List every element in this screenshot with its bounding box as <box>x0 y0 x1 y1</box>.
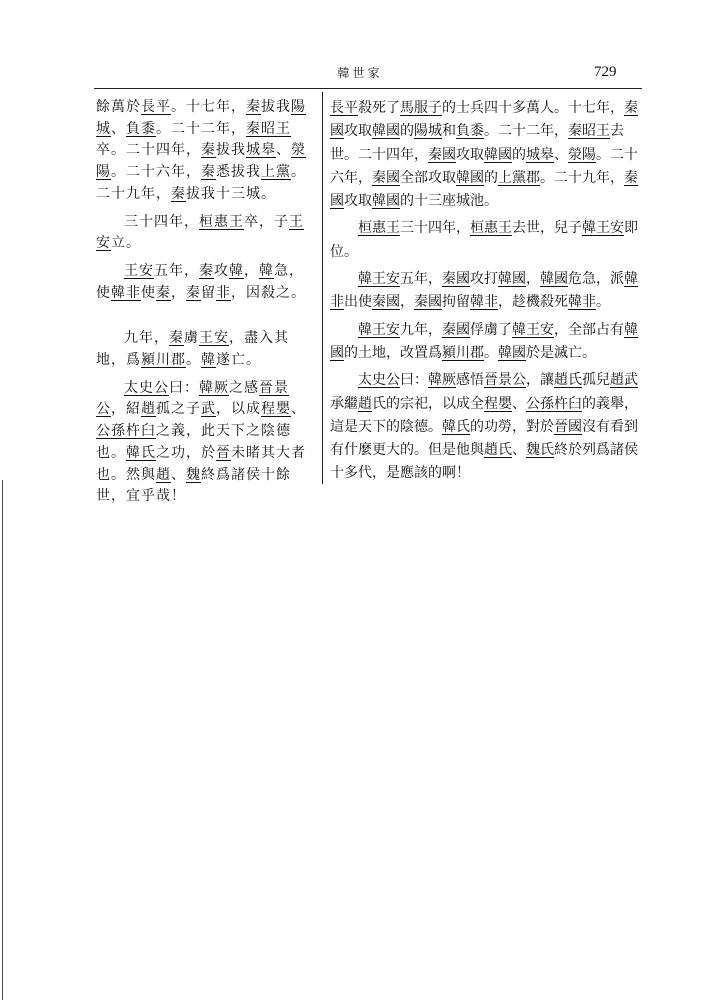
text-run: 拔我十三城。 <box>186 185 276 202</box>
text-run: 、 <box>111 120 126 137</box>
text-run: 。二十二年， <box>484 123 568 140</box>
proper-noun: 秦 <box>199 262 214 279</box>
original-paragraph <box>96 328 312 371</box>
proper-noun: 韓國 <box>330 321 638 361</box>
proper-noun: 桓惠王 <box>470 220 512 237</box>
text-run: 、 <box>512 395 526 412</box>
text-run: 。 <box>186 352 201 369</box>
text-run: 卒。二十四年， <box>96 142 201 159</box>
proper-noun: 韓非 <box>470 294 498 311</box>
proper-noun: 韓厥 <box>199 379 229 396</box>
text-run: 。 <box>596 294 610 311</box>
proper-noun: 秦國 <box>330 169 638 210</box>
proper-noun: 秦國 <box>414 294 442 311</box>
text-run: 殺死了 <box>358 100 400 116</box>
original-paragraph <box>96 212 312 255</box>
text-run: 未睹其大者也。然與 <box>96 444 306 483</box>
text-run: 。二十九年， <box>96 164 306 202</box>
text-run: 五年， <box>154 262 199 279</box>
text-run: 、 <box>171 466 186 483</box>
proper-noun: 韓非 <box>111 284 141 301</box>
text-run: 去世。二十四年， <box>330 123 624 163</box>
proper-noun: 韓國 <box>484 146 512 163</box>
proper-noun: 秦國 <box>372 294 400 311</box>
text-run: 曰： <box>169 379 199 396</box>
text-run: ，盡入其地，爲 <box>96 330 289 369</box>
text-run: 遂亡。 <box>216 352 261 369</box>
proper-noun: 晉國 <box>554 418 582 435</box>
text-run: 拘留 <box>442 294 470 311</box>
text-run: 。十七年， <box>171 99 246 115</box>
proper-noun: 王安 <box>199 330 229 347</box>
proper-noun: 潁川郡 <box>141 352 186 369</box>
proper-noun: 負黍 <box>126 120 156 137</box>
proper-noun: 秦國 <box>330 100 638 140</box>
page-number: 729 <box>594 64 617 80</box>
translation-paragraph <box>330 319 642 366</box>
proper-noun: 王安 <box>96 213 304 252</box>
text-run: ，以成 <box>216 401 261 418</box>
proper-noun: 程嬰 <box>484 395 512 412</box>
proper-noun: 韓非 <box>330 271 638 311</box>
proper-noun: 趙 <box>156 466 171 483</box>
proper-noun: 秦 <box>201 142 216 159</box>
text-run: 的 <box>400 123 414 140</box>
text-run: 的功勞，對於 <box>470 418 554 435</box>
text-run: 急，使 <box>96 262 304 301</box>
proper-noun: 秦國 <box>442 271 470 288</box>
text-run: 孤之子 <box>156 401 201 418</box>
text-run: ，讓 <box>526 372 554 389</box>
proper-noun: 魏 <box>186 466 201 483</box>
original-paragraph <box>96 261 312 304</box>
proper-noun: 城皋 <box>526 146 554 163</box>
proper-noun: 太史公 <box>124 379 169 396</box>
text-run: 危急，派 <box>568 271 624 288</box>
text-run: 使 <box>141 284 156 301</box>
text-run: 拔我 <box>261 99 291 115</box>
original-paragraph <box>96 378 312 508</box>
text-run: 。二十九年， <box>540 169 624 186</box>
proper-noun: 秦 <box>246 99 261 115</box>
header-rule <box>94 88 642 89</box>
proper-noun: 韓國 <box>498 344 526 361</box>
proper-noun: 趙武 <box>610 372 638 389</box>
text-run: ，趁機殺死 <box>498 294 568 311</box>
translation-paragraph <box>330 217 642 264</box>
proper-noun: 滎陽 <box>96 142 306 181</box>
proper-noun: 城皋 <box>246 142 276 159</box>
proper-noun: 陽城 <box>96 99 306 137</box>
text-run: 九年， <box>124 330 169 347</box>
text-run: 虜 <box>184 330 199 347</box>
text-run: 的土地，改置爲 <box>344 344 442 361</box>
text-run: 出使 <box>344 294 372 311</box>
translation-paragraph <box>330 369 642 485</box>
proper-noun: 桓惠王 <box>358 220 400 237</box>
proper-noun: 長平 <box>330 100 358 116</box>
text-run: 。 <box>484 344 498 361</box>
text-run: ，全部占有 <box>554 321 624 338</box>
text-run: 五年， <box>400 271 442 288</box>
text-run: 氏的宗祀，以成全 <box>372 395 484 412</box>
proper-noun: 安 <box>386 271 400 288</box>
proper-noun: 秦昭王 <box>246 120 291 137</box>
text-run: 餘萬於 <box>96 99 141 115</box>
text-run: 卒，子 <box>244 213 289 230</box>
text-run: ，紹 <box>111 401 141 418</box>
text-run: 俘虜了 <box>470 321 512 338</box>
text-run: 的十三座城池。 <box>400 193 498 210</box>
proper-noun: 太史公 <box>358 372 400 389</box>
text-run: 留 <box>201 284 216 301</box>
text-run: 悉拔我 <box>216 164 261 181</box>
proper-noun: 晉景公 <box>484 372 526 389</box>
proper-noun: 韓國 <box>456 169 484 186</box>
proper-noun: 程嬰 <box>261 401 291 418</box>
translation-paragraph <box>330 97 642 213</box>
proper-noun: 桓惠王 <box>199 213 244 230</box>
proper-noun: 韓厥 <box>428 372 456 389</box>
text-run: 即位。 <box>330 220 638 260</box>
proper-noun: 韓國 <box>540 271 568 288</box>
original-text-column <box>96 97 312 508</box>
text-run: ， <box>171 284 186 301</box>
text-run: 全部攻取 <box>400 169 456 186</box>
proper-noun: 負黍 <box>456 123 484 140</box>
proper-noun: 韓王 <box>358 321 386 338</box>
text-run: 攻 <box>214 262 229 279</box>
text-run: 之感 <box>229 379 259 396</box>
proper-noun: 趙 <box>141 401 156 418</box>
text-run: 之功，於 <box>156 444 216 461</box>
text-run: 、 <box>291 401 306 418</box>
text-run: 。二十二年， <box>156 120 246 137</box>
proper-noun: 趙氏 <box>554 372 582 389</box>
proper-noun: 韓王 <box>358 271 386 288</box>
proper-noun: 公孫杵臼 <box>526 395 582 412</box>
text-run: 三十四年， <box>124 213 199 230</box>
text-run: 攻打 <box>470 271 498 288</box>
proper-noun: 趙氏 <box>484 442 512 459</box>
text-run: 九年， <box>400 321 442 338</box>
proper-noun: 馬服子 <box>400 100 442 116</box>
text-run: 終於列爲諸侯十多代，是應該的啊！ <box>330 442 638 482</box>
original-paragraph <box>96 97 312 206</box>
translation-paragraph <box>330 268 642 315</box>
proper-noun: 魏氏 <box>526 442 554 459</box>
text-run: 。二十六年， <box>330 146 638 186</box>
proper-noun: 武 <box>201 401 216 418</box>
proper-noun: 公孫杵臼 <box>96 423 156 440</box>
proper-noun: 長平 <box>141 99 171 115</box>
proper-noun: 韓氏 <box>442 418 470 435</box>
proper-noun: 韓國 <box>372 123 400 140</box>
text-run: 三十四年， <box>400 220 470 237</box>
text-run: 沒有看到有什麼更大的。但是他與 <box>330 418 638 459</box>
proper-noun: 韓王安 <box>582 220 624 237</box>
proper-noun: 韓國 <box>372 193 400 210</box>
text-run: 於是滅亡。 <box>526 344 596 361</box>
proper-noun: 韓國 <box>498 271 526 288</box>
proper-noun: 安 <box>386 321 400 338</box>
proper-noun: 秦昭王 <box>568 123 610 140</box>
proper-noun: 韓氏 <box>126 444 156 461</box>
proper-noun: 上黨郡 <box>498 169 540 186</box>
text-run: 之義，此天下之陰德也。 <box>96 423 291 461</box>
text-run: 的義舉，這是天下的陰德。 <box>330 395 638 435</box>
translation-column <box>330 97 642 486</box>
proper-noun: 滎陽 <box>568 146 596 163</box>
proper-noun: 秦國 <box>428 146 456 163</box>
text-run: ， <box>526 271 540 288</box>
text-run: 攻取 <box>456 146 484 163</box>
proper-noun: 潁川郡 <box>442 344 484 361</box>
text-run: 的士兵四十多萬人。十七年， <box>442 100 624 116</box>
proper-noun: 秦 <box>201 164 216 181</box>
proper-noun: 韓王 <box>512 321 540 338</box>
proper-noun: 秦 <box>186 284 201 301</box>
text-run: 。二十六年， <box>111 164 201 181</box>
text-run: 感悟 <box>456 372 484 389</box>
proper-noun: 秦 <box>171 185 186 202</box>
text-run: 的 <box>512 146 526 163</box>
proper-noun: 秦 <box>156 284 171 301</box>
proper-noun: 秦 <box>169 330 184 347</box>
text-run: 、 <box>554 146 568 163</box>
proper-noun: 晉 <box>216 444 231 461</box>
text-run: 曰： <box>400 372 428 389</box>
proper-noun: 韓 <box>259 262 274 279</box>
proper-noun: 非 <box>216 284 231 301</box>
proper-noun: 安 <box>540 321 554 338</box>
column-divider <box>322 92 323 484</box>
text-run: 、 <box>276 142 291 159</box>
proper-noun: 王安 <box>124 262 154 279</box>
proper-noun: 陽城 <box>414 123 442 140</box>
text-run: 終爲諸侯十餘世，宜乎哉！ <box>96 466 291 505</box>
text-run: 和 <box>442 123 456 140</box>
text-run: 去世，兒子 <box>512 220 582 237</box>
proper-noun: 上黨 <box>261 164 291 181</box>
proper-noun: 韓 <box>201 352 216 369</box>
proper-noun: 趙 <box>358 395 372 412</box>
running-header-title: 韓世家 <box>337 66 383 80</box>
proper-noun: 秦國 <box>442 321 470 338</box>
text-run: 立。 <box>111 235 141 252</box>
text-run: 孤兒 <box>582 372 610 389</box>
proper-noun: 韓 <box>229 262 244 279</box>
proper-noun: 韓非 <box>568 294 596 311</box>
proper-noun: 秦國 <box>372 169 400 186</box>
page-edge-line <box>2 480 3 1000</box>
proper-noun: 晉景公 <box>96 379 289 418</box>
text-run: 的 <box>484 169 498 186</box>
text-run: 承繼 <box>330 395 358 412</box>
text-run: 攻取 <box>344 193 372 210</box>
text-run: 攻取 <box>344 123 372 140</box>
text-run: ， <box>400 294 414 311</box>
text-run: 、 <box>512 442 526 459</box>
text-run: ， <box>244 262 259 279</box>
text-run: ，因殺之。 <box>231 284 306 301</box>
text-run: 拔我 <box>216 142 246 159</box>
